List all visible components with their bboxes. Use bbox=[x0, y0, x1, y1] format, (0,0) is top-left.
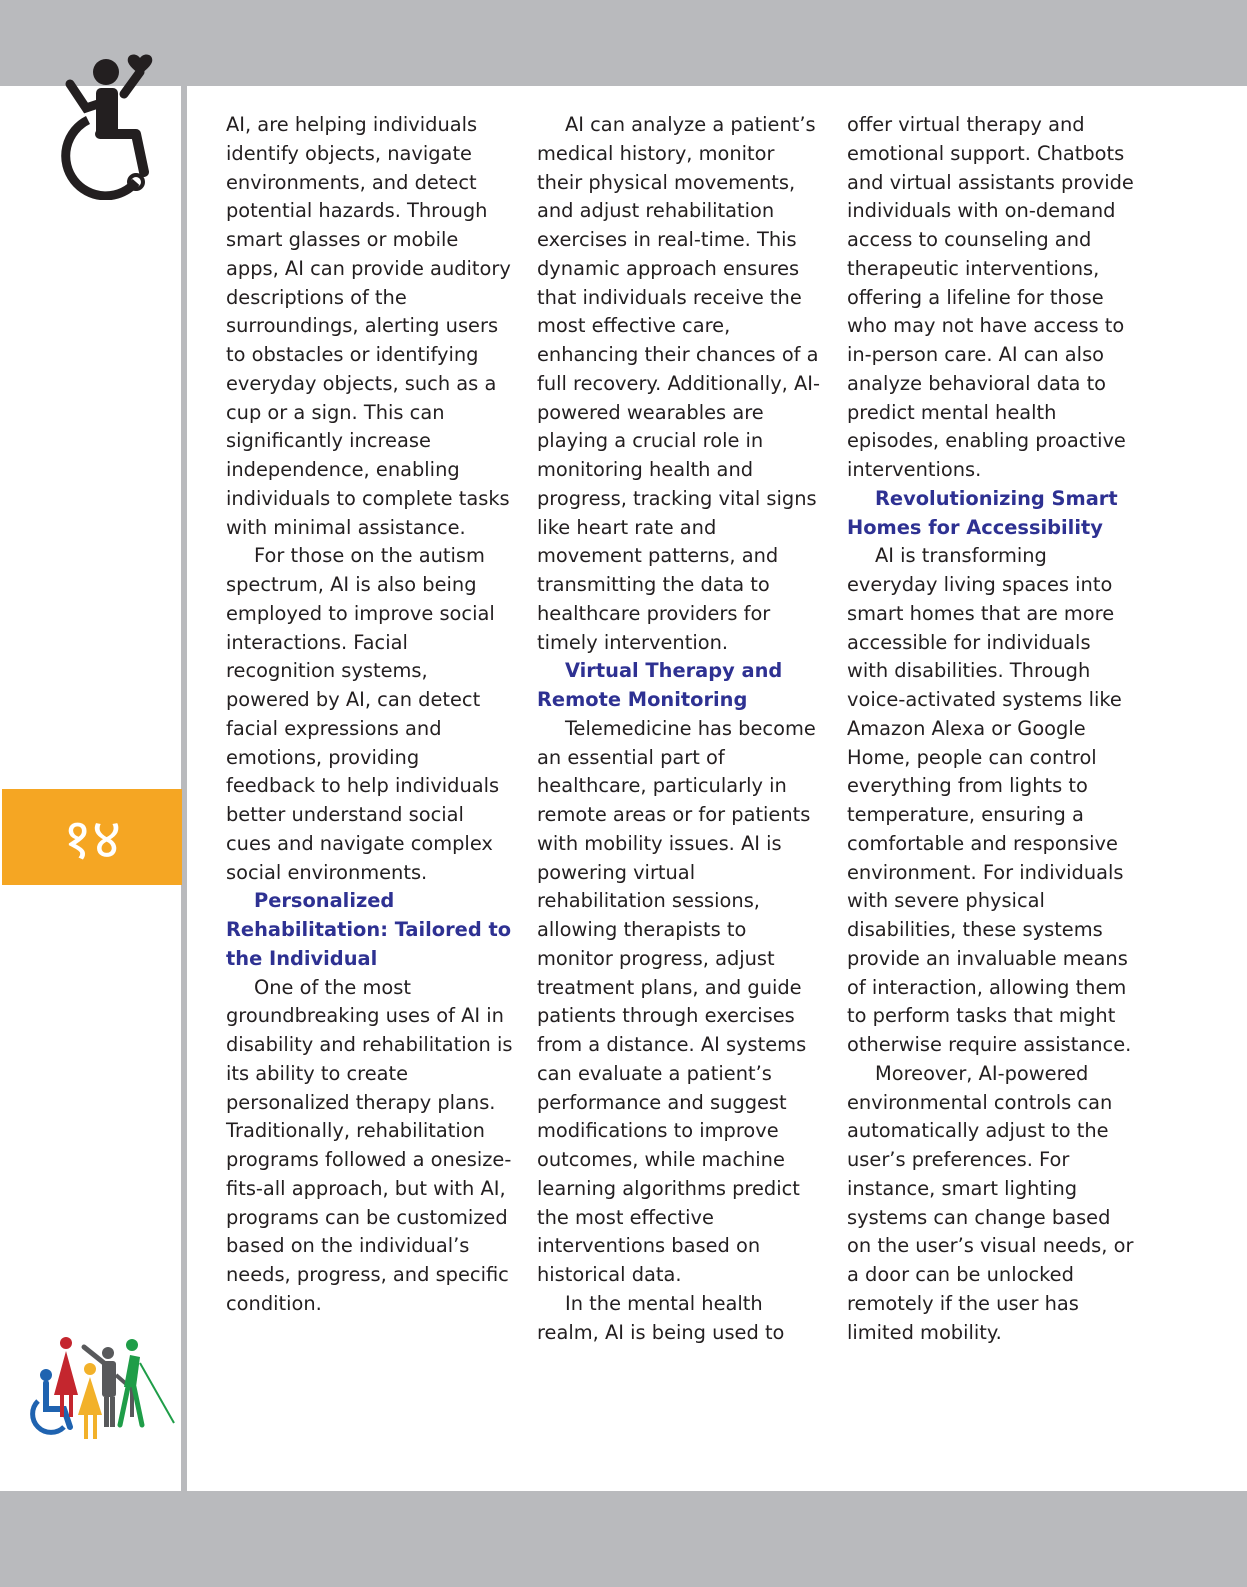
text-column-2 bbox=[537, 111, 825, 1347]
paragraph: For those on the autism spectrum, AI is also being employed to improve social interactions. Facial recognition systems, powered by AI, can detect facial expressions and emotions, providing feedback to help individuals better understand social cues and navigate complex social environments. bbox=[226, 544, 500, 884]
page-number-tab: १४ bbox=[2, 789, 182, 885]
paragraph: AI, are helping individuals identify objects, navigate environments, and detect potential hazards. Through smart glasses or mobile apps, AI can provide auditory descriptions of the surroundings, alerting users to obstacles or identifying everyday objects, such as a cup or a sign. This can significantly increase independence, enabling individuals to complete tasks with minimal assistance. bbox=[226, 113, 511, 539]
top-band bbox=[0, 0, 1247, 86]
diverse-disabilities-group-icon bbox=[24, 1335, 184, 1455]
text-column-3 bbox=[847, 111, 1135, 1347]
paragraph: In the mental health realm, AI is being used to bbox=[537, 1291, 785, 1344]
section-heading: Personalized Rehabilitation: Tailored to the Individual bbox=[226, 889, 512, 970]
paragraph: Moreover, AI-powered environmental controls can automatically adjust to the user’s preferences. For instance, smart lighting systems can change based on the user’s visual needs, or a door can be unlocked remotely if the user has limited mobility. bbox=[847, 1061, 1134, 1344]
bottom-band bbox=[0, 1491, 1247, 1587]
paragraph: AI can analyze a patient’s medical history, monitor their physical movements, and adjust rehabilitation exercises in real-time. This dynamic approach ensures that individuals receive the most effective care, enhancing their chances of a full recovery. Additionally, AI-powered wearables are playing a crucial role in monitoring health and progress, tracking vital signs like heart rate and movement patterns, and transmitting the data to healthcare providers for timely intervention. bbox=[537, 113, 820, 654]
paragraph: One of the most groundbreaking uses of AI in disability and rehabilitation is its ability to create personalized therapy plans. Traditionally, rehabilitation programs followed a onesize-fits-all approach, but with AI, programs can be customized based on the individual’s needs, progress, and specific condition. bbox=[226, 975, 513, 1315]
text-column-1 bbox=[226, 111, 514, 1319]
wheelchair-user-heart-icon bbox=[40, 50, 170, 200]
paragraph: Telemedicine has become an essential part of healthcare, particularly in remote areas or for patients with mobility issues. AI is powering virtual rehabilitation sessions, allowing therapists to monitor progress, adjust treatment plans, and guide patients through exercises from a distance. AI systems can evaluate a patient’s performance and suggest modifications to improve outcomes, while machine learning algorithms predict the most effective interventions based on historical data. bbox=[537, 716, 816, 1286]
section-heading: Revolutionizing Smart Homes for Accessibility bbox=[847, 486, 1118, 539]
section-heading: Virtual Therapy and Remote Monitoring bbox=[537, 659, 783, 711]
paragraph: offer virtual therapy and emotional support. Chatbots and virtual assistants provide individuals with on-demand access to counseling and therapeutic interventions, offering a lifeline for those who may not have access to in-person care. AI can also analyze behavioral data to predict mental health episodes, enabling proactive interventions. bbox=[847, 113, 1134, 481]
paragraph: AI is transforming everyday living spaces into smart homes that are more accessible for individuals with disabilities. Through voice-activated systems like Amazon Alexa or Google Home, people can control everything from lights to temperature, ensuring a comfortable and responsive environment. For individuals with severe physical disabilities, these systems provide an invaluable means of interaction, allowing them to perform tasks that might otherwise require assistance. bbox=[847, 544, 1132, 1056]
